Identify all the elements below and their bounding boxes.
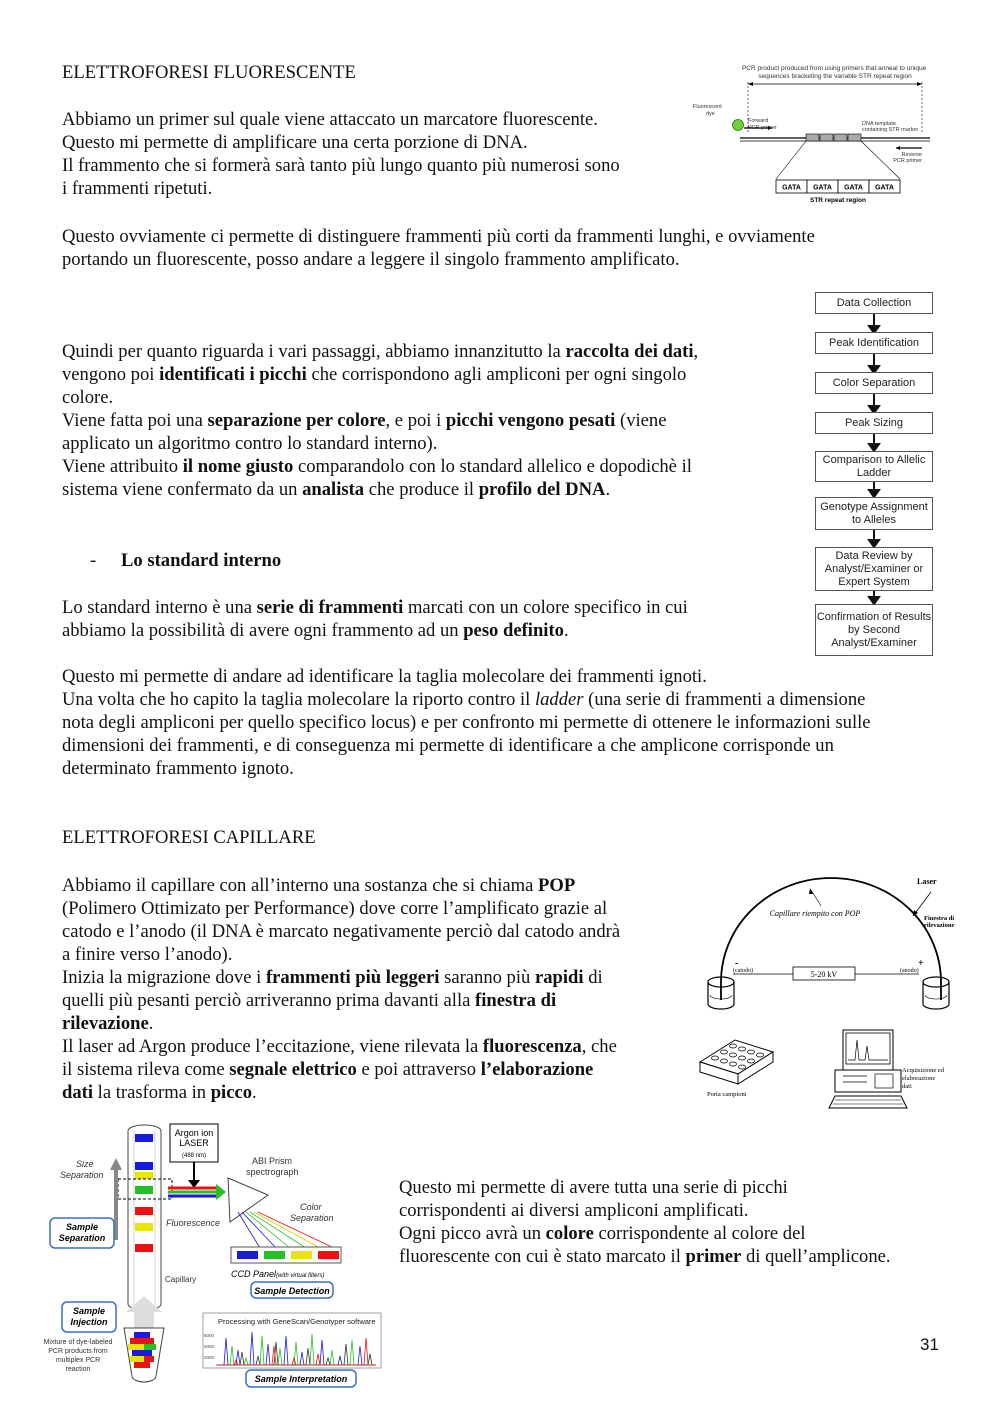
section-heading-fluorescent: ELETTROFORESI FLUORESCENTE: [62, 62, 356, 83]
str-caption: PCR product produced from using primers that anneal to unique sequences bracketing the variable STR repeat region: [741, 65, 927, 80]
dye-icon: [733, 120, 744, 131]
sample-separation-label: Sample Separation: [58, 1222, 106, 1243]
distinguish-paragraph: [62, 225, 815, 271]
intro-paragraph: [62, 108, 620, 200]
text-line: catodo e l’anodo (il DNA è marcato negativamente perciò dal catodo andrà: [62, 921, 621, 942]
text-line: applicato un algoritmo contro lo standard interno).: [62, 433, 438, 454]
flow-step: Peak Identification: [815, 332, 933, 354]
text-line: Ogni picco avrà un colore corrispondente al colore del: [399, 1223, 806, 1244]
plus-sign: +: [918, 958, 924, 969]
dna-template-label: DNA template containing STR marker: [862, 121, 919, 133]
standard-paragraph: [62, 596, 688, 642]
text-line: quelli più pesanti perciò arriveranno prima davanti alla finestra di: [62, 990, 557, 1011]
text-line: Questo mi permette di andare ad identificare la taglia molecolare dei frammenti ignoti.: [62, 666, 707, 687]
page-number: 31: [920, 1335, 939, 1354]
sample-plate-label: Porta campioni: [707, 1091, 747, 1098]
size-separation-label: Size Separation: [60, 1159, 104, 1180]
text-line: fluorescente con cui è stato marcato il primer di quell’amplicone.: [399, 1246, 891, 1267]
ccd-label: CCD Panel(with virtual filters): [231, 1269, 325, 1279]
color-separation-label: Color Separation: [290, 1202, 334, 1223]
text-line: Il frammento che si formerà sarà tanto più lungo quanto più numerosi sono: [62, 155, 620, 176]
capillary-pop-label: Capillare riempito con POP: [769, 909, 861, 918]
text-line: Viene attribuito il nome giusto comparandolo con lo standard allelico e dopodichè il: [62, 456, 692, 477]
sample-injection-label: Sample Injection: [70, 1306, 108, 1327]
repeat-unit: GATA: [844, 184, 863, 192]
laser-label: Laser: [917, 877, 937, 886]
text-line: (Polimero Ottimizato per Performance) dove corre l’amplificato grazie al: [62, 898, 608, 919]
voltage-label: 5-20 kV: [810, 970, 838, 979]
flow-step: Data Collection: [815, 292, 933, 314]
standard-heading: Lo standard interno: [121, 550, 282, 571]
standard-bullet: -: [90, 550, 97, 571]
str-pcr-figure: [690, 62, 940, 210]
text-line: portando un fluorescente, posso andare a leggere il singolo frammento amplificato.: [62, 249, 680, 270]
flow-step: Comparison to Allelic Ladder: [815, 451, 933, 482]
flow-step: Genotype Assignment to Alleles: [815, 497, 933, 530]
sample-detection-label: Sample Detection: [254, 1286, 330, 1296]
reverse-primer-label: Reverse PCR primer: [893, 152, 922, 164]
fluorescence-arrows: [168, 1184, 226, 1200]
peaks-paragraph: [399, 1176, 891, 1268]
anode-label: (anodo): [900, 968, 919, 974]
capillary-tube: [128, 1125, 161, 1310]
sample-interpretation-label: Sample Interpretation: [254, 1374, 348, 1384]
repeat-unit: GATA: [782, 184, 801, 192]
text-line: Abbiamo il capillare con all’interno una sostanza che si chiama POP: [62, 875, 576, 896]
text-line: abbiamo la possibilità di avere ogni frammento ad un peso definito.: [62, 620, 569, 641]
text-line: Inizia la migrazione dove i frammenti più leggeri saranno più rapidi di: [62, 967, 603, 988]
window-label: Finestra di rilevazione: [924, 915, 955, 929]
text-line: Una volta che ho capito la taglia molecolare la riporto contro il ladder (una serie di frammenti a dimensione: [62, 689, 866, 710]
flow-step: Data Review by Analyst/Examiner or Expert System: [815, 547, 933, 591]
laser-label: Argon ion LASER: [174, 1128, 214, 1148]
prism-icon: [228, 1178, 268, 1222]
text-line: il sistema rileva come segnale elettrico e poi attraverso l’elaborazione: [62, 1059, 594, 1080]
capillary-electrophoresis-figure: [695, 870, 960, 1115]
text-line: corrispondenti ai diversi ampliconi amplificati.: [399, 1200, 749, 1221]
computer-icon: [829, 1030, 907, 1108]
text-line: dimensioni dei frammenti, e di conseguenza mi permette di identificare a che amplicone corrisponde un: [62, 735, 834, 756]
abi-prism-figure: [38, 1120, 388, 1395]
capillary-label: Capillary: [165, 1275, 197, 1284]
text-line: Questo mi permette di avere tutta una serie di picchi: [399, 1177, 788, 1198]
section-heading-capillary: ELETTROFORESI CAPILLARE: [62, 827, 316, 848]
capillary-arc: [721, 878, 941, 982]
text-line: Questo mi permette di amplificare una certa porzione di DNA.: [62, 132, 528, 153]
text-line: vengono poi identificati i picchi che corrispondono agli ampliconi per ogni singolo: [62, 364, 687, 385]
gata-repeats: [776, 180, 900, 193]
prism-label: ABI Prism spectrograph: [246, 1156, 299, 1177]
sample-plate-icon: [700, 1040, 773, 1084]
flow-step: Confirmation of Results by Second Analyst/Examiner: [815, 604, 933, 656]
processing-label: Processing with GeneScan/Genotyper software: [218, 1317, 376, 1326]
y-tick-label: 4000: [204, 1344, 215, 1349]
text-line: determinato frammento ignoto.: [62, 758, 294, 779]
text-line: a finire verso l’anodo).: [62, 944, 233, 965]
forward-primer-label: Forward PCR primer: [748, 118, 777, 131]
passages-paragraph: [62, 340, 698, 501]
cathode-label: (catodo): [733, 968, 753, 974]
flow-step: Color Separation: [815, 372, 933, 394]
mixture-label: Mixture of dye-labeled PCR products from multiplex PCR reaction: [43, 1339, 113, 1373]
capillary-paragraph: [62, 874, 620, 1104]
text-line: rilevazione.: [62, 1013, 154, 1034]
anode-vial: [923, 977, 949, 1009]
repeat-unit: GATA: [813, 184, 832, 192]
text-line: Abbiamo un primer sul quale viene attaccato un marcatore fluorescente.: [62, 109, 598, 130]
laser-wavelength: (488 nm): [181, 1153, 207, 1159]
minus-sign: -: [735, 958, 739, 969]
text-line: nota degli ampliconi per quello specifico locus) e per confronto mi permette di ottenere le informazioni sulle: [62, 712, 871, 733]
str-region-label: STR repeat region: [810, 197, 866, 204]
text-line: i frammenti ripetuti.: [62, 178, 213, 199]
text-line: Questo ovviamente ci permette di distinguere frammenti più corti da frammenti lunghi, e ovviamente: [62, 226, 815, 247]
text-line: Il laser ad Argon produce l’eccitazione, viene rilevata la fluorescenza, che: [62, 1036, 617, 1057]
text-line: Quindi per quanto riguarda i vari passaggi, abbiamo innanzitutto la raccolta dei dati,: [62, 341, 699, 362]
text-line: dati la trasforma in picco.: [62, 1082, 257, 1103]
fluorescence-label: Fluorescence: [166, 1218, 221, 1228]
ladder-paragraph: [62, 665, 871, 780]
repeat-unit: GATA: [875, 184, 894, 192]
y-tick-label: 6000: [204, 1333, 215, 1338]
analysis-flowchart: [815, 292, 935, 658]
flow-step: Peak Sizing: [815, 412, 933, 434]
text-line: Lo standard interno è una serie di frammenti marcati con un colore specifico in cui: [62, 597, 688, 618]
text-line: Viene fatta poi una separazione per colore, e poi i picchi vengono pesati (viene: [62, 410, 667, 431]
acquisition-label: Acquisizione ed elaborazione dati: [902, 1067, 945, 1090]
y-tick-label: 2000: [204, 1355, 215, 1360]
text-line: sistema viene confermato da un analista che produce il profilo del DNA.: [62, 479, 611, 500]
text-line: colore.: [62, 387, 114, 408]
fluorescent-dye-label: Fluorescent dye: [693, 104, 722, 117]
